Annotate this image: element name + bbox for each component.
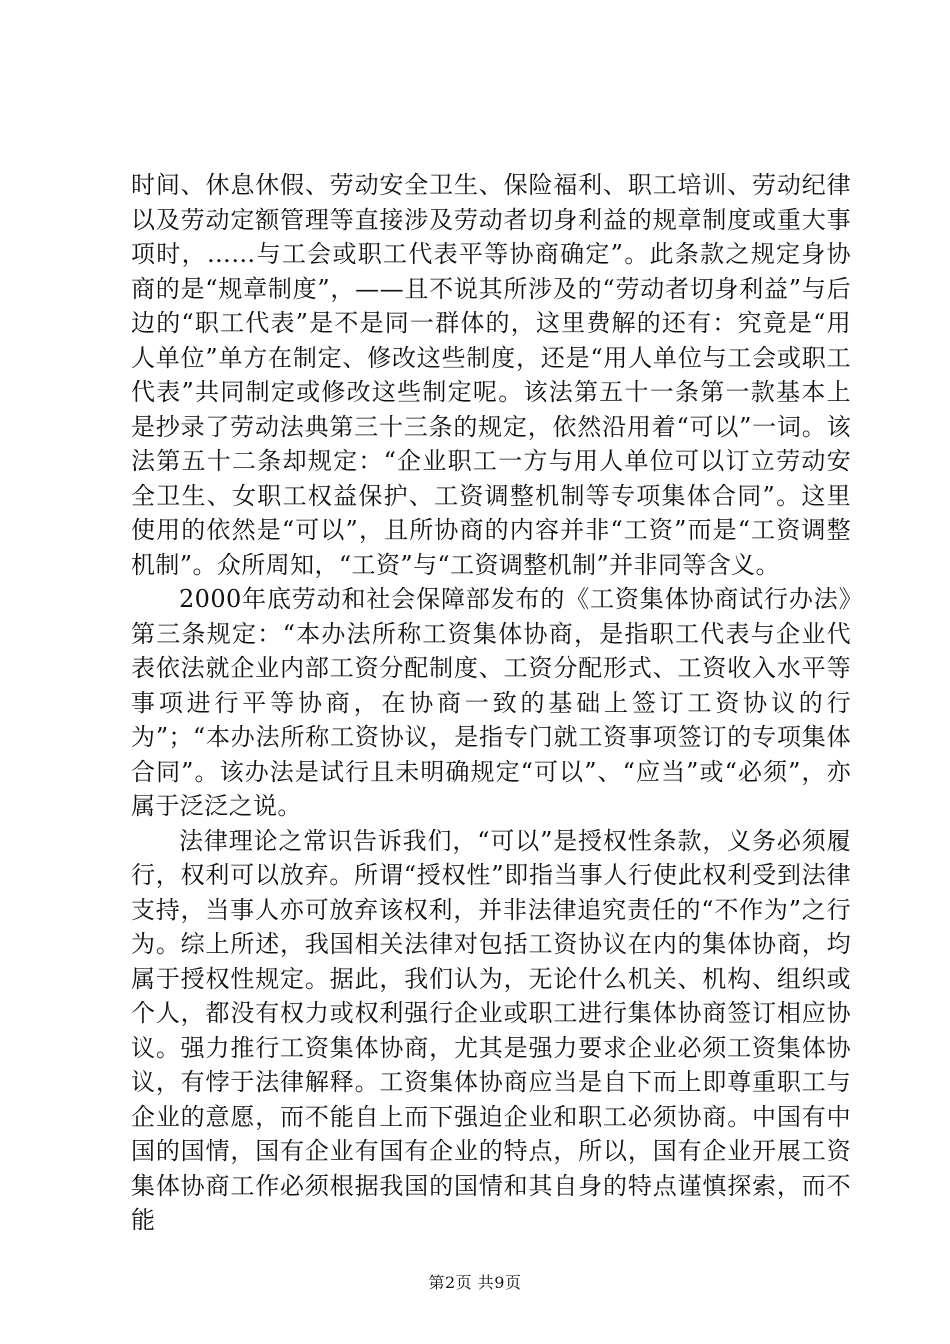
paragraph-2: 2000年底劳动和社会保障部发布的《工资集体协商试行办法》第三条规定：“本办法所称工资集体协商，是指职工代表与企业代表依法就企业内部工资分配制度、工资分配形式、工资收入水平等事项进行平等协商，在协商一致的基础上签订工资协议的行为”；“本办法所称工资协议，是指专门就工资事项签订的专项集体合同”。该办法是试行且未明确规定“可以”、“应当”或“必须”，亦属于泛泛之说。 [131,585,851,820]
page-number-footer: 第2页 共9页 [428,1273,522,1292]
body-text [131,168,851,1238]
paragraph-1: 时间、休息休假、劳动安全卫生、保险福利、职工培训、劳动纪律以及劳动定额管理等直接涉及劳动者切身利益的规章制度或重大事项时，……与工会或职工代表平等协商确定”。此条款之规定身协商的是“规章制度”，——且不说其所涉及的“劳动者切身利益”与后边的“职工代表”是不是同一群体的，这里费解的还有：究竟是“用人单位”单方在制定、修改这些制度，还是“用人单位与工会或职工代表”共同制定或修改这些制定呢。该法第五十一条第一款基本上是抄录了劳动法典第三十三条的规定，依然沿用着“可以”一词。该法第五十二条却规定：“企业职工一方与用人单位可以订立劳动安全卫生、女职工权益保护、工资调整机制等专项集体合同”。这里使用的依然是“可以”，且所协商的内容并非“工资”而是“工资调整机制”。众所周知，“工资”与“工资调整机制”并非同等含义。 [131,171,851,579]
paragraph-3: 法律理论之常识告诉我们，“可以”是授权性条款，义务必须履行，权利可以放弃。所谓“授权性”即指当事人行使此权利受到法律支持，当事人亦可放弃该权利，并非法律追究责任的“不作为”之行为。综上所述，我国相关法律对包括工资协议在内的集体协商，均属于授权性规定。据此，我们认为，无论什么机关、机构、组织或个人，都没有权力或权利强行企业或职工进行集体协商签订相应协议。强力推行工资集体协商，尤其是强力要求企业必须工资集体协议，有悖于法律解释。工资集体协商应当是自下而上即尊重职工与企业的意愿，而不能自上而下强迫企业和职工必须协商。中国有中国的国情，国有企业有国有企业的特点，所以，国有企业开展工资集体协商工作必须根据我国的国情和其自身的特点谨慎探索，而不能 [131,826,851,1234]
